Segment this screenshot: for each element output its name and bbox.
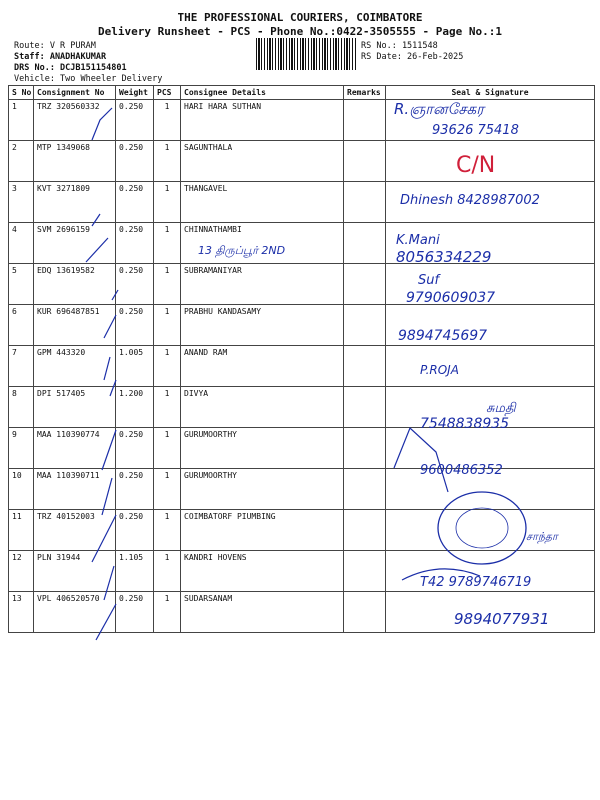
rs-number: RS No.: 1511548 (361, 41, 438, 51)
sno-cell: 1 (9, 100, 34, 141)
pcs-cell: 1 (154, 305, 181, 346)
pcs-cell: 1 (154, 428, 181, 469)
signature-cell (386, 264, 595, 305)
signature-cell (386, 469, 595, 510)
sno-cell: 3 (9, 182, 34, 223)
consignee-cell: GURUMOORTHY (181, 469, 344, 510)
remarks-cell (344, 100, 386, 141)
consignee-cell: COIMBATORF PIUMBING (181, 510, 344, 551)
runsheet-subtitle: Delivery Runsheet - PCS - Phone No.:0422-3505555 - Page No.:1 (98, 25, 502, 38)
consignee-cell: KANDRI HOVENS (181, 551, 344, 592)
table-row (9, 305, 595, 346)
consignment-cell: TRZ 40152003 (34, 510, 116, 551)
remarks-cell (344, 592, 386, 633)
remarks-cell (344, 387, 386, 428)
sno-cell: 12 (9, 551, 34, 592)
barcode (256, 38, 356, 70)
handwritten-phone: 9894077931 (454, 610, 550, 628)
remarks-cell (344, 223, 386, 264)
weight-cell: 0.250 (116, 141, 154, 182)
pcs-cell: 1 (154, 387, 181, 428)
consignment-cell: EDQ 13619582 (34, 264, 116, 305)
header-remarks: Remarks (344, 86, 386, 100)
handwritten-note: 13 திருப்பூர் 2ND (198, 244, 286, 257)
consignment-cell: KVT 3271809 (34, 182, 116, 223)
consignee-cell: DIVYA (181, 387, 344, 428)
weight-cell: 0.250 (116, 469, 154, 510)
header-consignee: Consignee Details (181, 86, 344, 100)
sno-cell: 5 (9, 264, 34, 305)
weight-cell: 0.250 (116, 428, 154, 469)
consignment-cell: TRZ 320560332 (34, 100, 116, 141)
handwritten-name: Suf (418, 273, 440, 288)
handwritten-phone: 9790609037 (406, 290, 496, 306)
handwritten-phone: 8056334229 (396, 248, 492, 266)
handwritten-phone: 7548838935 (420, 416, 510, 432)
weight-cell: 0.250 (116, 305, 154, 346)
header-sno: S No (9, 86, 34, 100)
sno-cell: 11 (9, 510, 34, 551)
consignment-cell: PLN 31944 (34, 551, 116, 592)
table-row (9, 141, 595, 182)
signature-cell (386, 428, 595, 469)
consignment-cell: DPI 517405 (34, 387, 116, 428)
handwritten-phone: T42 9789746719 (420, 575, 532, 590)
signature-cell (386, 510, 595, 551)
handwritten-name: R.ஞானசேகர (394, 100, 484, 118)
sno-cell: 13 (9, 592, 34, 633)
handwritten-phone: 93626 75418 (432, 123, 519, 138)
pcs-cell: 1 (154, 264, 181, 305)
consignee-cell: THANGAVEL (181, 182, 344, 223)
header-consignment: Consignment No (34, 86, 116, 100)
route-label: Route: V R PURAM (14, 41, 96, 51)
consignee-cell: PRABHU KANDASAMY (181, 305, 344, 346)
header-pcs: PCS (154, 86, 181, 100)
weight-cell: 1.005 (116, 346, 154, 387)
table-row (9, 182, 595, 223)
sno-cell: 6 (9, 305, 34, 346)
consignment-cell: MTP 1349068 (34, 141, 116, 182)
handwritten-cn-mark: C/N (456, 153, 496, 178)
table-row (9, 592, 595, 633)
remarks-cell (344, 264, 386, 305)
table-row (9, 346, 595, 387)
weight-cell: 0.250 (116, 223, 154, 264)
table-row (9, 387, 595, 428)
pcs-cell: 1 (154, 551, 181, 592)
pcs-cell: 1 (154, 469, 181, 510)
table-header-row (9, 86, 595, 100)
consignee-cell: HARI HARA SUTHAN (181, 100, 344, 141)
sno-cell: 8 (9, 387, 34, 428)
staff-label: Staff: ANADHAKUMAR (14, 52, 107, 62)
weight-cell: 1.200 (116, 387, 154, 428)
remarks-cell (344, 182, 386, 223)
consignment-cell: MAA 110390774 (34, 428, 116, 469)
sno-cell: 2 (9, 141, 34, 182)
sno-cell: 10 (9, 469, 34, 510)
remarks-cell (344, 346, 386, 387)
consignee-cell: SAGUNTHALA (181, 141, 344, 182)
header-signature: Seal & Signature (386, 86, 595, 100)
table-row (9, 264, 595, 305)
consignee-cell: CHINNATHAMBI (181, 223, 344, 264)
weight-cell: 1.105 (116, 551, 154, 592)
signature-cell (386, 551, 595, 592)
weight-cell: 0.250 (116, 592, 154, 633)
table-row (9, 510, 595, 551)
consignee-cell: GURUMOORTHY (181, 428, 344, 469)
handwritten-phone: 9600486352 (420, 463, 503, 478)
pcs-cell: 1 (154, 141, 181, 182)
weight-cell: 0.250 (116, 264, 154, 305)
signature-cell (386, 346, 595, 387)
pcs-cell: 1 (154, 223, 181, 264)
handwritten-name: K.Mani (396, 233, 440, 248)
handwritten-name: சாந்தா (526, 530, 558, 543)
table-row (9, 223, 595, 264)
handwritten-name: P.ROJA (420, 363, 459, 377)
consignment-cell: MAA 110390711 (34, 469, 116, 510)
sno-cell: 4 (9, 223, 34, 264)
signature-cell (386, 223, 595, 264)
remarks-cell (344, 428, 386, 469)
consignment-cell: VPL 406520570 (34, 592, 116, 633)
signature-cell (386, 387, 595, 428)
sno-cell: 9 (9, 428, 34, 469)
table-row (9, 100, 595, 141)
pcs-cell: 1 (154, 346, 181, 387)
table-row (9, 551, 595, 592)
vehicle-label: Vehicle: Two Wheeler Delivery (14, 74, 163, 84)
table-row (9, 469, 595, 510)
weight-cell: 0.250 (116, 100, 154, 141)
handwritten-name: சுமதி (486, 401, 516, 416)
signature-cell (386, 592, 595, 633)
remarks-cell (344, 141, 386, 182)
pcs-cell: 1 (154, 100, 181, 141)
consignee-cell: SUDARSANAM (181, 592, 344, 633)
drs-label: DRS No.: DCJB151154801 (14, 63, 127, 73)
signature-cell (386, 141, 595, 182)
table-row (9, 428, 595, 469)
handwritten-phone: Dhinesh 8428987002 (400, 193, 540, 208)
runsheet-table (8, 85, 595, 633)
pcs-cell: 1 (154, 510, 181, 551)
consignment-cell: SVM 2696159 (34, 223, 116, 264)
header-weight: Weight (116, 86, 154, 100)
rs-date: RS Date: 26-Feb-2025 (361, 52, 464, 62)
sno-cell: 7 (9, 346, 34, 387)
remarks-cell (344, 305, 386, 346)
consignment-cell: KUR 696487851 (34, 305, 116, 346)
remarks-cell (344, 551, 386, 592)
remarks-cell (344, 469, 386, 510)
handwritten-phone: 9894745697 (398, 328, 488, 344)
remarks-cell (344, 510, 386, 551)
signature-cell (386, 100, 595, 141)
consignee-cell: ANAND RAM (181, 346, 344, 387)
consignment-cell: GPM 443320 (34, 346, 116, 387)
runsheet-title: THE PROFESSIONAL COURIERS, COIMBATORE (177, 11, 423, 24)
signature-cell (386, 182, 595, 223)
pcs-cell: 1 (154, 182, 181, 223)
weight-cell: 0.250 (116, 182, 154, 223)
consignee-cell: SUBRAMANIYAR (181, 264, 344, 305)
signature-cell (386, 305, 595, 346)
weight-cell: 0.250 (116, 510, 154, 551)
pcs-cell: 1 (154, 592, 181, 633)
